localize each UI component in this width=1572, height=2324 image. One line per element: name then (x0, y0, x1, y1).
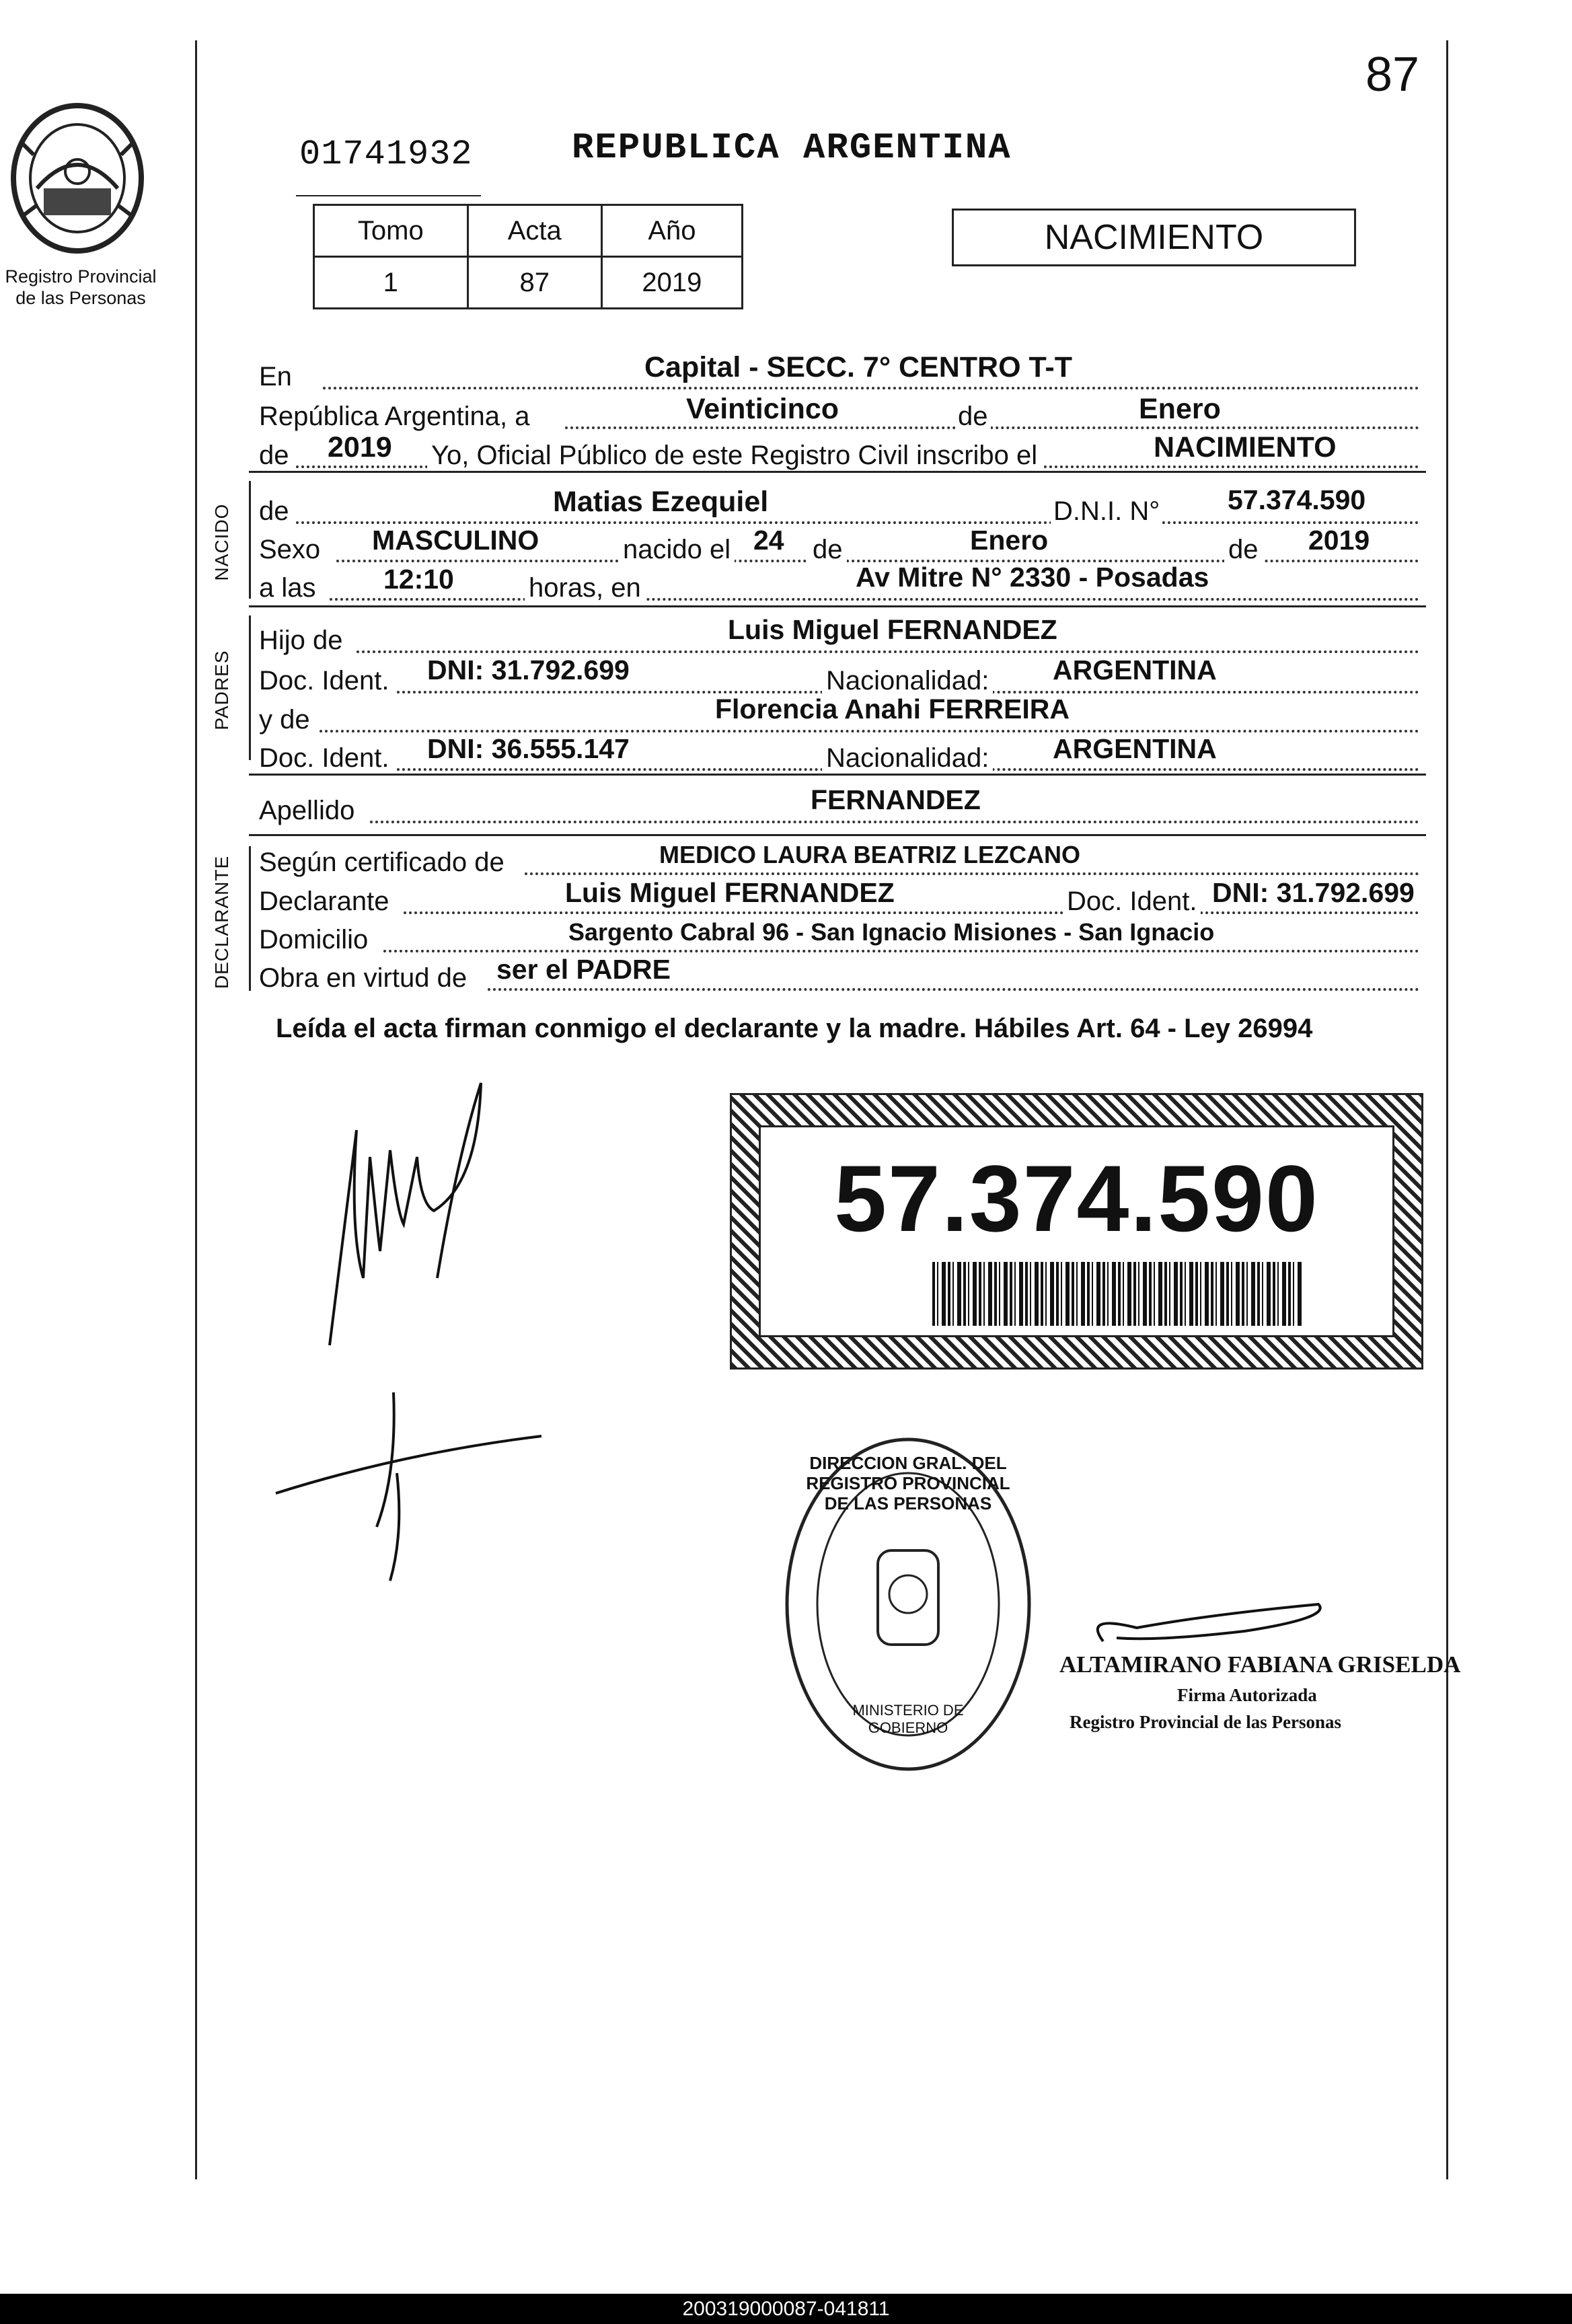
nacido-side-label: NACIDO (211, 503, 232, 581)
en-dots (323, 387, 1419, 389)
birth-day: 24 (753, 525, 784, 556)
apellido-value: FERNANDEZ (811, 784, 981, 815)
de3-label: de (809, 535, 847, 565)
country-title: REPUBLICA ARGENTINA (572, 128, 1012, 169)
rep-dots (565, 426, 1419, 429)
sexo-label: Sexo (259, 535, 321, 564)
de2-label: de (259, 441, 289, 470)
alas-label: a las (259, 573, 316, 603)
official-office: Registro Provincial de las Personas (1070, 1712, 1341, 1732)
madre-signature (269, 1386, 565, 1614)
declarante-dots (404, 911, 1419, 914)
mother-doc: DNI: 36.555.147 (427, 733, 630, 764)
padres-bracket (249, 615, 251, 760)
declarante-side-label: DECLARANTE (211, 855, 232, 989)
logo-caption-line1: Registro Provincial (5, 266, 157, 287)
header-tomo: Tomo (314, 205, 468, 257)
place-value: Av Mitre N° 2330 - Posadas (856, 562, 1209, 593)
dni-value: 57.374.590 (1228, 484, 1366, 515)
seal-inner-text: MINISTERIO DE GOBIERNO (852, 1702, 964, 1736)
time-value: 12:10 (383, 564, 454, 595)
father-dots (357, 650, 1419, 653)
declarante-doc-label: Doc. Ident. (1063, 887, 1201, 917)
birth-year: 2019 (1308, 525, 1370, 556)
divider-1 (249, 471, 1426, 473)
time-dots (330, 598, 1419, 601)
value-ano: 2019 (601, 257, 742, 309)
mother-nat: ARGENTINA (1053, 733, 1217, 764)
logo-caption (0, 266, 161, 309)
father-doc: DNI: 31.792.699 (427, 654, 630, 685)
declarante-bracket (249, 846, 251, 991)
divider-4 (249, 834, 1426, 836)
mother-dots (320, 730, 1419, 733)
barcode-icon (932, 1262, 1302, 1326)
padres-side-label: PADRES (211, 650, 232, 730)
segun-label: Según certificado de (259, 848, 504, 877)
divider-2 (249, 605, 1426, 607)
obra-label: Obra en virtud de (259, 963, 467, 993)
apellido-dots (370, 821, 1419, 823)
mother-nat-label: Nacionalidad: (822, 743, 993, 774)
declarante-doc: DNI: 31.792.699 (1212, 877, 1415, 908)
nacido-el-label: nacido el (619, 535, 735, 565)
register-table-header (314, 205, 743, 257)
horas-label: horas, en (525, 573, 645, 603)
birth-month: Enero (970, 525, 1049, 556)
day-value: Veinticinco (686, 393, 839, 425)
serial-underline (296, 195, 481, 196)
segun-dots (525, 872, 1419, 875)
mother-value: Florencia Anahi FERREIRA (715, 694, 1070, 724)
official-signature (1076, 1601, 1359, 1655)
domicilio-label: Domicilio (259, 925, 369, 954)
father-value: Luis Miguel FERNANDEZ (728, 614, 1057, 645)
domicilio-dots (383, 950, 1419, 952)
seal-text: DIRECCION GRAL. DEL REGISTRO PROVINCIAL DE LAS PERSONAS (806, 1453, 1010, 1513)
dni-sticker (730, 1093, 1423, 1370)
apellido-label: Apellido (259, 796, 355, 825)
name-de-label: de (259, 496, 289, 526)
de-label: de (955, 402, 991, 432)
en-value: Capital - SECC. 7° CENTRO T-T (644, 351, 1072, 383)
footer-code: 200319000087-041811 (0, 2294, 1572, 2324)
provincial-logo (7, 101, 148, 256)
header-acta: Acta (467, 205, 601, 257)
year-value: 2019 (328, 431, 392, 463)
obra-dots (488, 988, 1419, 991)
register-table (313, 204, 743, 309)
dni-sticker-number: 57.374.590 (834, 1146, 1319, 1251)
father-nat-label: Nacionalidad: (822, 666, 993, 696)
declarante-label: Declarante (259, 887, 389, 916)
oficial-label: Yo, Oficial Público de este Registro Civil inscribo el (427, 441, 1041, 471)
father-doc-label: Doc. Ident. (259, 666, 389, 696)
act-value: NACIMIENTO (1154, 431, 1337, 463)
yde-label: y de (259, 705, 310, 735)
name-dots (296, 521, 1419, 524)
nacido-bracket (249, 481, 251, 599)
dni-sticker-inner (759, 1125, 1394, 1337)
dni-label: D.N.I. N° (1051, 496, 1162, 527)
coat-of-arms-icon (7, 101, 148, 256)
domicilio-value: Sargento Cabral 96 - San Ignacio Misiones - San Ignacio (568, 918, 1215, 946)
right-margin-line (1446, 40, 1448, 2179)
logo-caption-line2: de las Personas (15, 288, 146, 308)
segun-value: MEDICO LAURA BEATRIZ LEZCANO (659, 841, 1080, 868)
serial-number: 01741932 (299, 135, 473, 174)
father-nat: ARGENTINA (1053, 654, 1217, 685)
page-number: 87 (1365, 48, 1420, 102)
obra-value: ser el PADRE (496, 954, 671, 985)
left-margin-line (195, 40, 197, 2179)
mother-doc-label: Doc. Ident. (259, 743, 389, 773)
official-seal (780, 1433, 1036, 1776)
value-acta: 87 (467, 257, 601, 309)
en-label: En (259, 362, 292, 391)
declarante-signature (289, 1076, 504, 1359)
month-value: Enero (1139, 393, 1221, 425)
official-role: Firma Autorizada (1177, 1685, 1317, 1705)
official-name: ALTAMIRANO FABIANA GRISELDA (1059, 1651, 1461, 1678)
act-type-box: NACIMIENTO (952, 209, 1356, 266)
register-table-values (314, 257, 743, 309)
declarante-value: Luis Miguel FERNANDEZ (565, 877, 895, 908)
name-value: Matias Ezequiel (553, 486, 769, 518)
value-tomo: 1 (314, 257, 468, 309)
hijo-label: Hijo de (259, 626, 343, 655)
rep-label: República Argentina, a (259, 402, 530, 431)
de4-label: de (1224, 535, 1263, 565)
closing-text: Leída el acta firman conmigo el declarante y la madre. Hábiles Art. 64 - Ley 26994 (276, 1014, 1313, 1043)
sexo-value: MASCULINO (372, 525, 539, 556)
header-ano: Año (601, 205, 742, 257)
divider-3 (249, 774, 1426, 776)
